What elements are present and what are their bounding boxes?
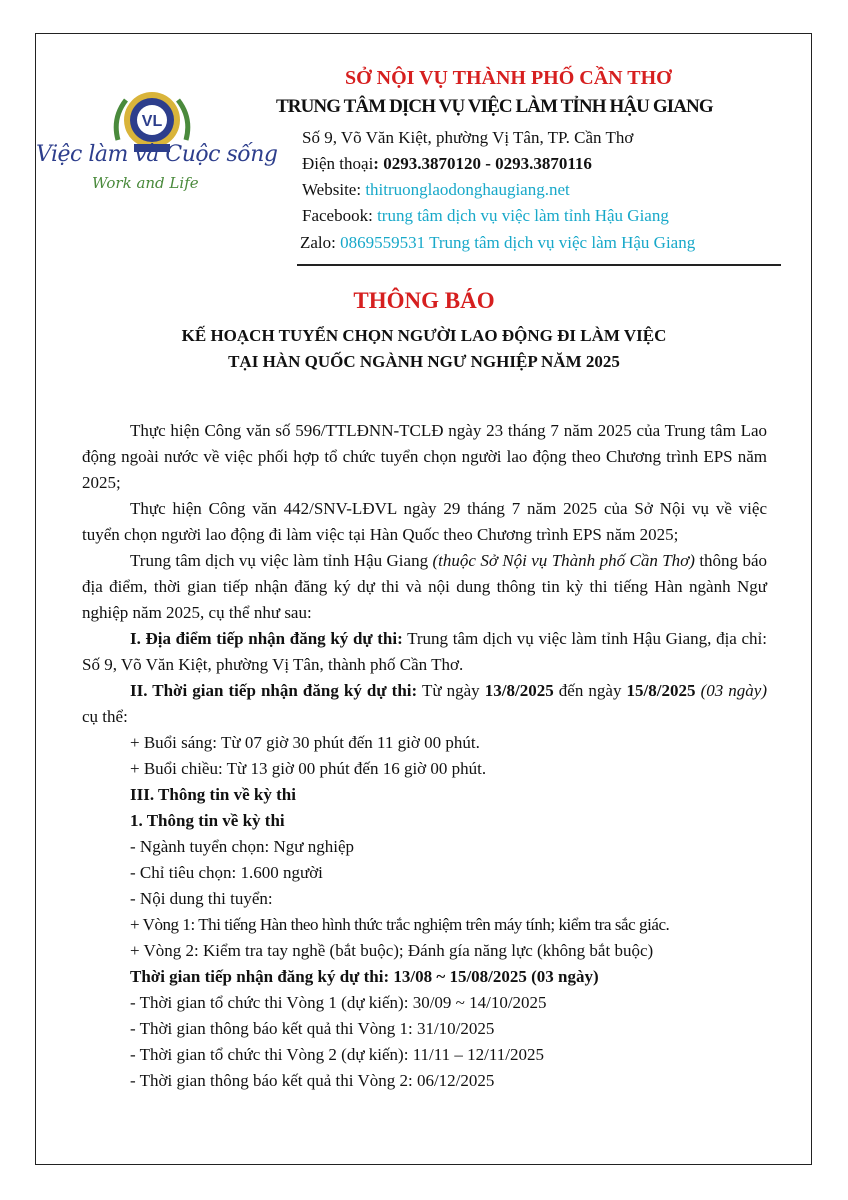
paragraph-1: Thực hiện Công văn số 596/TTLĐNN-TCLĐ ngày 23 tháng 7 năm 2025 của Trung tâm Lao động ngoài nước về việc phối hợp tổ chức tuyển chọn người lao động theo Chương trình EPS năm 2025; [82,421,767,492]
notice-subtitle-2: TẠI HÀN QUỐC NGÀNH NGƯ NGHIỆP NĂM 2025 [228,352,620,371]
round-2-exam-time: - Thời gian tổ chức thi Vòng 2 (dự kiến): 11/11 – 12/11/2025 [130,1045,544,1064]
section-2-italic: (03 ngày) [700,681,768,700]
subsection-1-heading: 1. Thông tin về kỳ thi [130,811,285,830]
logo-subtitle: Work and Life [92,174,199,192]
zalo-link[interactable]: 0869559531 Trung tâm dịch vụ việc làm Hậu Giang [340,233,696,252]
para3-italic: (thuộc Sở Nội vụ Thành phố Cần Thơ) [432,551,695,570]
notice-body [82,418,767,1094]
section-2-date-1: 13/8/2025 [484,681,554,700]
website-link[interactable]: thitruonglaodonghaugiang.net [365,180,570,199]
item-sector: - Ngành tuyển chọn: Ngư nghiệp [130,837,355,856]
para3-text-a: Trung tâm dịch vụ việc làm tỉnh Hậu Giang [130,551,433,570]
section-2-text-1: Từ ngày [417,681,485,700]
round-1-result-time: - Thời gian thông báo kết quả thi Vòng 1: 31/10/2025 [130,1019,495,1038]
phone-label: Điện thoại [302,154,374,173]
paragraph-2: Thực hiện Công văn 442/SNV-LĐVL ngày 29 tháng 7 năm 2025 của Sở Nội vụ về việc tuyển chọn người lao động đi làm việc tại Hàn Quốc theo Chương trình EPS năm 2025; [82,499,767,544]
section-1-heading: I. Địa điểm tiếp nhận đăng ký dự thi: [130,629,403,648]
section-2-heading: II. Thời gian tiếp nhận đăng ký dự thi: [130,681,418,700]
section-2 [82,678,767,730]
item-content: - Nội dung thi tuyển: [130,889,273,908]
org-logo [28,82,278,202]
facebook-line [302,206,669,226]
section-1-text: Trung tâm dịch vụ việc làm tỉnh Hậu Giang, địa chỉ: Số 9, Võ Văn Kiệt, phường Vị Tân, thành phố Cần Thơ. [82,629,767,674]
notice-subtitle-1: KẾ HOẠCH TUYỂN CHỌN NGƯỜI LAO ĐỘNG ĐI LÀM VIỆC [181,326,667,345]
phone-line [302,154,592,174]
logo-script: Việc làm và Cuộc sống [36,142,278,167]
para3-text-c: thông báo địa điểm, thời gian tiếp nhận đăng ký dự thi và nội dung thông tin kỳ thi tiếng Hàn ngành Ngư nghiệp năm 2025, cụ thể như sau: [82,551,768,622]
item-quota: - Chỉ tiêu chọn: 1.600 người [130,863,323,882]
emblem-letters: VL [141,113,163,130]
website-label: Website: [302,180,366,199]
registration-time: Thời gian tiếp nhận đăng ký dự thi: 13/08 ~ 15/08/2025 (03 ngày) [130,967,599,986]
facebook-label: Facebook: [302,206,378,225]
zalo-label: Zalo: [300,233,341,252]
round-1-exam-time: - Thời gian tổ chức thi Vòng 1 (dự kiến): 30/09 ~ 14/10/2025 [130,993,547,1012]
zalo-line [300,233,695,253]
round-2: + Vòng 2: Kiểm tra tay nghề (bắt buộc); Đánh gía năng lực (không bắt buộc) [130,941,654,960]
org-name: TRUNG TÂM DỊCH VỤ VIỆC LÀM TỈNH HẬU GIANG [276,96,713,117]
round-2-result-time: - Thời gian thông báo kết quả thi Vòng 2: 06/12/2025 [130,1071,495,1090]
header-divider [297,264,781,266]
website-line [302,180,570,200]
morning-hours: + Buổi sáng: Từ 07 giờ 30 phút đến 11 giờ 00 phút. [130,733,480,752]
section-2-text-2: đến ngày [553,681,627,700]
round-1: + Vòng 1: Thi tiếng Hàn theo hình thức trắc nghiệm trên máy tính; kiểm tra sắc giác. [130,915,670,934]
section-2-text-4: cụ thể: [82,707,128,726]
section-2-date-2: 15/8/2025 [626,681,696,700]
facebook-link[interactable]: trung tâm dịch vụ việc làm tỉnh Hậu Giang [377,206,669,225]
notice-title: THÔNG BÁO [353,288,495,313]
address: Số 9, Võ Văn Kiệt, phường Vị Tân, TP. Cần Thơ [302,128,634,147]
section-1 [82,626,767,678]
afternoon-hours: + Buổi chiều: Từ 13 giờ 00 phút đến 16 giờ 00 phút. [130,759,487,778]
paragraph-3 [82,548,767,626]
parent-org: SỞ NỘI VỤ THÀNH PHỐ CẦN THƠ [345,67,672,89]
section-3-heading: III. Thông tin về kỳ thi [130,785,296,804]
phone-value: : 0293.3870120 - 0293.3870116 [373,154,592,173]
